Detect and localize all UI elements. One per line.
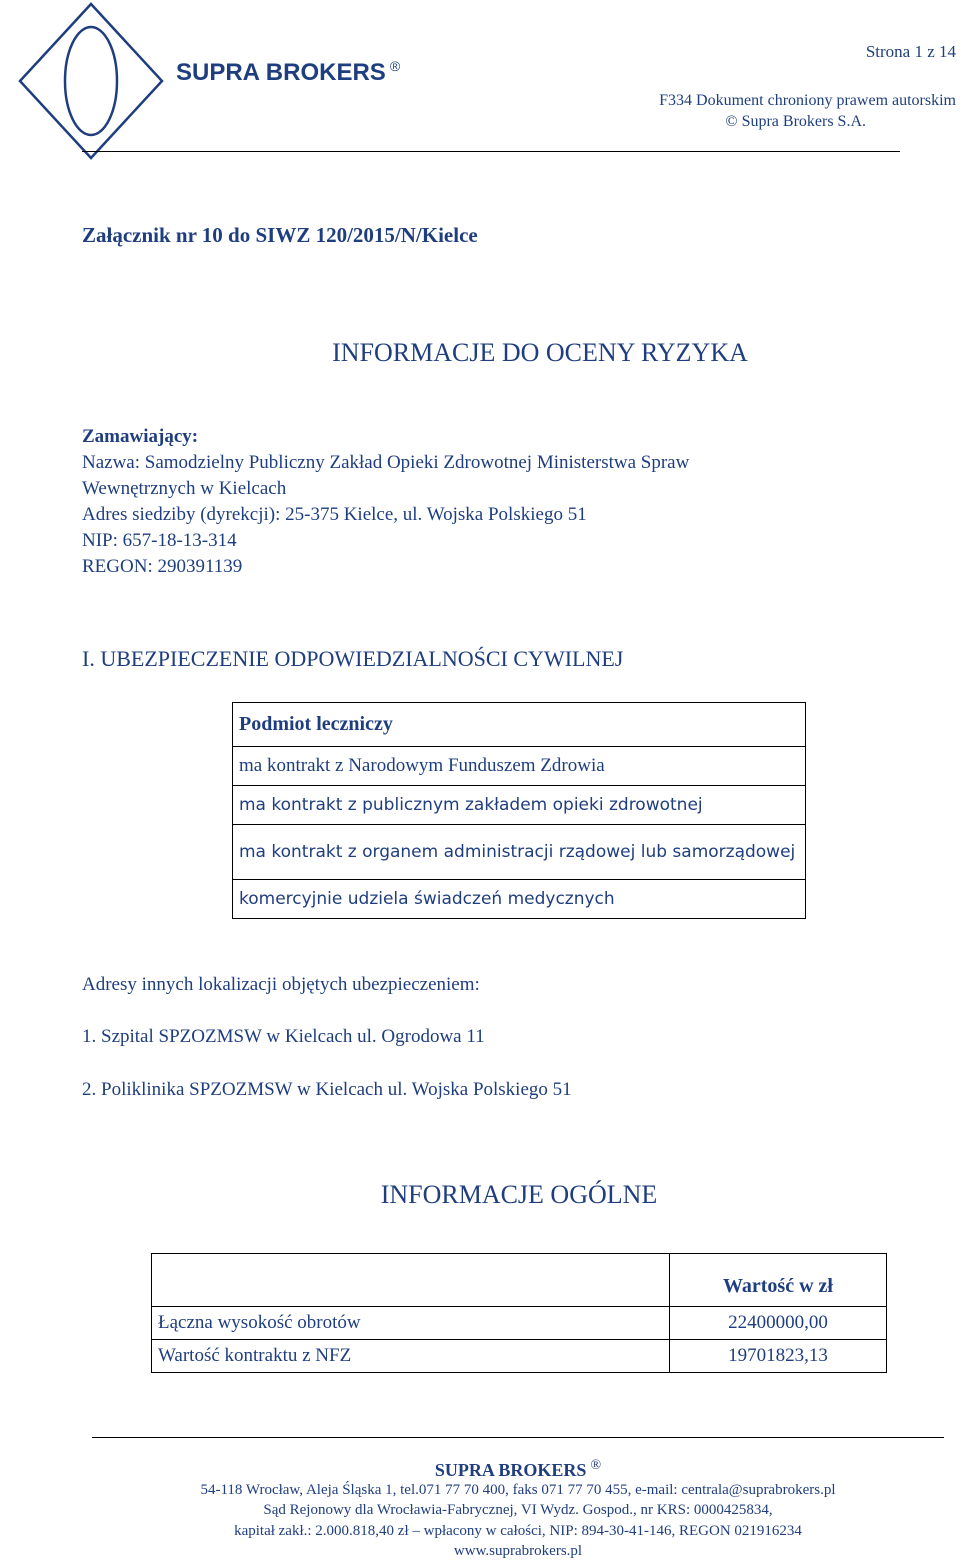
brand-name: SUPRA BROKERS ® (176, 58, 401, 86)
page-title: INFORMACJE DO OCENY RYZYKA (332, 338, 748, 367)
row-label: Łączna wysokość obrotów (152, 1307, 670, 1340)
copyright-notice: F334 Dokument chroniony prawem autorskim (659, 92, 956, 109)
section-heading: I. UBEZPIECZENIE ODPOWIEDZIALNOŚCI CYWILNEJ (82, 646, 624, 671)
footer-capital: kapitał zakł.: 2.000.818,40 zł – wpłacony w całości, NIP: 894-30-41-146, REGON 021916234 (234, 1523, 802, 1539)
row-value: 19701823,13 (670, 1340, 887, 1373)
footer-address: 54-118 Wrocław, Aleja Śląska 1, tel.071 77 70 400, faks 071 77 70 455, e-mail: centrala@suprabrokers.pl (200, 1482, 836, 1498)
copyright-line: © Supra Brokers S.A. (725, 113, 866, 130)
zamawiajacy-label: Zamawiający: (82, 426, 199, 447)
footer-website: www.suprabrokers.pl (453, 1543, 583, 1559)
zamawiajacy-block (82, 424, 842, 580)
podmiot-row: ma kontrakt z publicznym zakładem opieki zdrowotnej (233, 786, 806, 825)
table-row (152, 1307, 887, 1340)
general-info-table (151, 1253, 887, 1373)
footer-brand: SUPRA BROKERS ® (434, 1458, 602, 1480)
footer-divider (92, 1437, 944, 1438)
zamawiajacy-name-line1: Nazwa: Samodzielny Publiczny Zakład Opieki Zdrowotnej Ministerstwa Spraw (82, 452, 690, 473)
row-label: Wartość kontraktu z NFZ (152, 1340, 670, 1373)
registered-mark: ® (590, 1458, 602, 1473)
podmiot-row: ma kontrakt z organem administracji rządowej lub samorządowej (233, 825, 806, 880)
table-header-empty (152, 1254, 670, 1307)
table-row (152, 1340, 887, 1373)
podmiot-table (232, 702, 806, 919)
address-item: 2. Poliklinika SPZOZMSW w Kielcach ul. Wojska Polskiego 51 (82, 1079, 572, 1100)
address-item: 1. Szpital SPZOZMSW w Kielcach ul. Ogrodowa 11 (82, 1026, 485, 1047)
supra-brokers-logo (16, 0, 166, 162)
podmiot-row: komercyjnie udziela świadczeń medycznych (233, 880, 806, 919)
registered-mark: ® (389, 58, 401, 74)
footer-court: Sąd Rejonowy dla Wrocławia-Fabrycznej, VI Wydz. Gospod., nr KRS: 0000425834, (263, 1502, 773, 1518)
section-title: INFORMACJE OGÓLNE (380, 1180, 658, 1209)
zamawiajacy-name-line2: Wewnętrznych w Kielcach (82, 478, 287, 499)
zamawiajacy-address: Adres siedziby (dyrekcji): 25-375 Kielce, ul. Wojska Polskiego 51 (82, 504, 587, 525)
row-value: 22400000,00 (670, 1307, 887, 1340)
podmiot-row: ma kontrakt z Narodowym Funduszem Zdrowia (233, 747, 806, 786)
page-number: Strona 1 z 14 (865, 42, 956, 61)
zamawiajacy-regon: REGON: 290391139 (82, 556, 243, 577)
zamawiajacy-nip: NIP: 657-18-13-314 (82, 530, 237, 551)
annex-title: Załącznik nr 10 do SIWZ 120/2015/N/Kielce (82, 223, 478, 247)
table-header-value: Wartość w zł (670, 1254, 887, 1307)
podmiot-header: Podmiot leczniczy (233, 703, 806, 747)
header-divider (82, 151, 900, 152)
addresses-label: Adresy innych lokalizacji objętych ubezpieczeniem: (82, 974, 480, 995)
